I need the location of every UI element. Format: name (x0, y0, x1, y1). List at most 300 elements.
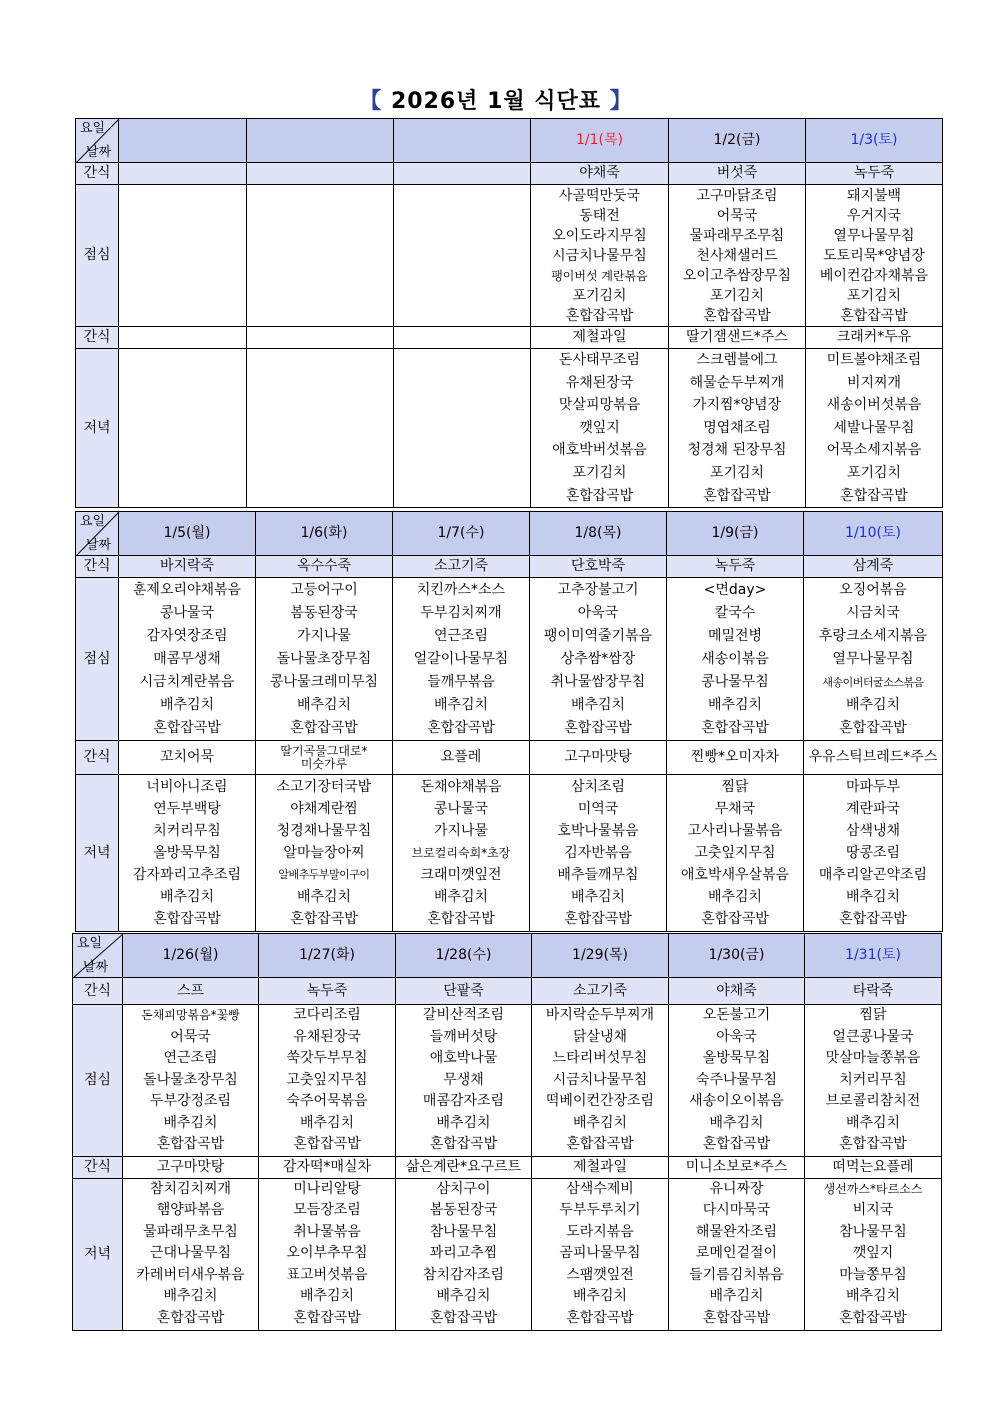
menu-item: 배추김치 (845, 696, 901, 713)
menu-item: 돈채피망볶음*꽃빵 (141, 1008, 240, 1022)
menu-item: 닭살냉채 (572, 1028, 628, 1045)
am-snack-cell: 소고기죽 (532, 978, 669, 1005)
dinner-cell (804, 775, 943, 932)
menu-item: 배추김치 (572, 1288, 628, 1305)
date-header: 1/2(금) (669, 119, 806, 163)
menu-item: 고추장불고기 (557, 581, 639, 598)
dinner-cell (396, 1178, 532, 1330)
date-header (119, 119, 247, 163)
menu-item: 고춧잎지무침 (286, 1071, 368, 1088)
menu-item: 숙주나물무침 (695, 1071, 778, 1088)
menu-item: 미역국 (577, 801, 619, 817)
menu-item: 콩나물무침 (701, 673, 769, 690)
pm-snack-cell (247, 327, 394, 349)
menu-item: 혼합잡곡밥 (156, 1136, 225, 1152)
menu-item: 치커리무침 (153, 823, 221, 839)
menu-item: 배추김치 (296, 696, 352, 713)
menu-item: 카레버터새우볶음 (136, 1266, 245, 1283)
date-header: 1/30(금) (669, 934, 805, 978)
menu-item: 연근조림 (163, 1050, 218, 1066)
menu-item: 배추김치 (159, 696, 215, 713)
pm-snack-cell: 삶은계란*요구르트 (396, 1156, 532, 1178)
am-snack-cell (119, 163, 247, 185)
menu-item: 혼합잡곡밥 (703, 307, 771, 324)
am-snack-cell: 타락죽 (805, 978, 942, 1005)
dinner-cell (530, 775, 667, 932)
am-snack-cell: 소고기죽 (393, 556, 530, 578)
menu-item: 혼합잡곡밥 (290, 719, 358, 736)
dinner-cell (256, 775, 393, 932)
menu-item: 참치김치찌개 (149, 1180, 232, 1197)
menu-item: 애호박새우살볶음 (680, 867, 790, 883)
menu-item: 혼합잡곡밥 (839, 719, 907, 736)
menu-item: 깻잎지 (852, 1245, 894, 1262)
menu-item: 배추김치 (436, 1114, 491, 1131)
lunch-cell (123, 1005, 259, 1157)
menu-item: 찜닭 (721, 779, 749, 795)
menu-item: 새송이버섯볶음 (826, 397, 922, 414)
pm-snack-cell: 요플레 (393, 741, 530, 775)
menu-item: 햄양파볶음 (156, 1202, 225, 1219)
menu-item: 상추쌈*쌈장 (560, 650, 636, 667)
menu-item: 가지찜*양념장 (692, 397, 782, 414)
menu-item: 혼합잡곡밥 (839, 911, 907, 927)
menu-item: 후랑크소세지볶음 (818, 627, 928, 644)
menu-item: 오이도라지무침 (552, 227, 647, 244)
lunch-cell (532, 1005, 669, 1157)
lunch-cell (396, 1005, 532, 1157)
menu-item: 포기김치 (846, 464, 902, 481)
am-snack-cell: 야채죽 (531, 163, 669, 185)
pm-snack-cell: 우유스틱브레드*주스 (804, 741, 943, 775)
menu-item: 배추김치 (572, 1114, 628, 1131)
menu-item: 혼합잡곡밥 (429, 1136, 498, 1152)
menu-item: 콩나물크레미무침 (269, 673, 379, 690)
title-bracket-close: 】 (609, 89, 633, 114)
page-title (0, 84, 992, 115)
lunch-cell (259, 1005, 396, 1157)
menu-item: 동태전 (579, 207, 620, 224)
lunch-cell (247, 185, 394, 327)
menu-item: 혼합잡곡밥 (156, 1309, 225, 1326)
menu-item: 배추김치 (709, 1288, 764, 1305)
menu-item: 명엽채조림 (703, 419, 771, 436)
date-header: 1/7(수) (393, 512, 530, 556)
menu-item: 갈비산적조림 (422, 1007, 505, 1023)
lunch-cell (805, 1005, 942, 1157)
menu-item: 물파래무초무침 (143, 1223, 238, 1240)
menu-item: 청경채 된장무침 (687, 442, 787, 459)
menu-item: 취나물볶음 (293, 1223, 361, 1240)
lunch-label: 점심 (73, 1005, 123, 1157)
dinner-cell (259, 1178, 396, 1330)
am-snack-label: 간식 (76, 163, 119, 185)
menu-item: 미트볼야채조림 (826, 352, 922, 368)
menu-item: 두부김치찌개 (420, 604, 502, 621)
date-header: 1/29(목) (532, 934, 669, 978)
am-snack-cell: 단호박죽 (530, 556, 667, 578)
menu-item: 팽이미역줄기볶음 (543, 627, 653, 644)
menu-item: 치킨까스*소스 (416, 581, 506, 598)
menu-item: 호박나물볶음 (557, 823, 639, 839)
menu-item: 메밀전병 (707, 627, 763, 644)
menu-item: 맛살마늘쫑볶음 (825, 1050, 921, 1066)
menu-item: 들깨버섯탕 (429, 1028, 498, 1045)
menu-item: 어묵국 (170, 1028, 211, 1045)
menu-item: 브로컬리숙회*초장 (411, 846, 511, 860)
dinner-label: 저녁 (76, 775, 119, 932)
menu-item: 알마늘장아찌 (283, 845, 365, 861)
menu-item: 마파두부 (845, 779, 901, 795)
menu-item: 배추김치 (436, 1288, 491, 1305)
menu-item: 시금치국 (845, 604, 901, 621)
am-snack-cell: 단팥죽 (396, 978, 532, 1005)
menu-item: 삼치구이 (436, 1180, 491, 1197)
menu-item: 참나물무침 (429, 1223, 498, 1240)
menu-item: 혼합잡곡밥 (702, 1309, 771, 1326)
menu-item: 새송이볶음 (701, 650, 769, 667)
menu-item: 비지찌개 (846, 374, 902, 391)
am-snack-cell (247, 163, 394, 185)
menu-item: 혼합잡곡밥 (429, 1309, 498, 1326)
menu-item: 콩나물국 (159, 604, 215, 621)
menu-item: 참나물무침 (839, 1223, 907, 1240)
menu-item: 배추김치 (433, 696, 489, 713)
menu-item: 고등어구이 (290, 581, 358, 598)
menu-item: 가지나물 (433, 823, 489, 839)
menu-item: 베이컨감자채볶음 (819, 267, 929, 284)
menu-item: 얼갈이나물무침 (413, 650, 509, 667)
date-header (247, 119, 394, 163)
lunch-label: 점심 (76, 185, 119, 327)
menu-item: 혼합잡곡밥 (701, 911, 769, 927)
menu-item: 훈제오리야채볶음 (132, 581, 242, 598)
menu-item: 무생채 (443, 1071, 484, 1088)
menu-item: 고춧잎지무침 (694, 845, 776, 861)
dinner-cell (806, 349, 943, 508)
menu-item: 매콤감자조림 (422, 1093, 505, 1109)
menu-item: 표고버섯볶음 (286, 1266, 368, 1283)
menu-item: 혼합잡곡밥 (840, 307, 908, 324)
menu-item: 혼합잡곡밥 (839, 1309, 907, 1326)
dinner-cell (531, 349, 669, 508)
menu-item: 깻잎지 (579, 419, 620, 436)
pm-snack-cell (256, 741, 393, 775)
day-label: 요일 (77, 936, 103, 951)
menu-item: 혼합잡곡밥 (293, 1136, 361, 1152)
am-snack-label: 간식 (76, 556, 119, 578)
menu-item: 떡베이컨간장조림 (545, 1093, 655, 1109)
menu-item: 오징어볶음 (839, 581, 907, 598)
menu-item: 새송이오이볶음 (689, 1093, 784, 1109)
menu-item: 코다리조림 (293, 1007, 361, 1023)
menu-item: 배추김치 (296, 889, 352, 905)
date-label: 날짜 (83, 960, 109, 975)
menu-item: 혼합잡곡밥 (565, 487, 634, 504)
pm-snack-cell: 크래커*두유 (806, 327, 943, 349)
date-header: 1/31(토) (805, 934, 942, 978)
date-header: 1/27(화) (259, 934, 396, 978)
dinner-label: 저녁 (76, 349, 119, 508)
menu-item: 다시마묵국 (702, 1202, 771, 1219)
menu-item: 유채된장국 (565, 374, 634, 391)
lunch-cell (393, 578, 530, 741)
menu-item: 삼색수제비 (566, 1180, 634, 1197)
day-label: 요일 (80, 121, 106, 136)
pm-snack-cell: 제철과일 (532, 1156, 669, 1178)
lunch-cell (667, 578, 804, 741)
menu-item: 삼치조림 (570, 779, 626, 795)
dinner-cell (669, 349, 806, 508)
lunch-cell (669, 1005, 805, 1157)
menu-item: 포기김치 (846, 287, 902, 304)
menu-item: 혼합잡곡밥 (153, 911, 221, 927)
menu-item: 물파래무조무침 (689, 227, 785, 244)
menu-item: 아욱국 (716, 1028, 757, 1045)
menu-item: 도라지볶음 (566, 1223, 634, 1240)
menu-item: 시금치나물무침 (552, 247, 647, 264)
lunch-label: 점심 (76, 578, 119, 741)
menu-item: 모듬장조림 (293, 1202, 361, 1219)
menu-item: 알배추두부말이구이 (278, 868, 370, 881)
menu-item: 배추김치 (707, 889, 763, 905)
date-header: 1/9(금) (667, 512, 804, 556)
menu-item: 혼합잡곡밥 (293, 1309, 361, 1326)
pm-snack-cell (119, 327, 247, 349)
menu-item: 배추김치 (709, 1114, 764, 1131)
am-snack-cell: 녹두죽 (259, 978, 396, 1005)
am-snack-cell: 삼계죽 (804, 556, 943, 578)
menu-item: 열무나물무침 (832, 650, 914, 667)
am-snack-cell: 야채죽 (669, 978, 805, 1005)
date-header: 1/28(수) (396, 934, 532, 978)
menu-item: 유니짜장 (709, 1180, 764, 1197)
menu-item: 근대나물무침 (149, 1245, 232, 1262)
date-header: 1/5(월) (119, 512, 256, 556)
menu-item: 우거지국 (846, 207, 902, 224)
menu-item: 해물순두부찌개 (689, 374, 785, 391)
am-snack-cell: 녹두죽 (806, 163, 943, 185)
week3-table (72, 933, 942, 1331)
am-snack-cell: 버섯죽 (669, 163, 806, 185)
menu-item: 포기김치 (572, 287, 627, 304)
menu-item: 배추김치 (845, 1114, 901, 1131)
menu-item: 생선까스*타르소스 (823, 1181, 923, 1196)
menu-item: 매콤무생채 (153, 650, 221, 667)
menu-item: 오돈불고기 (702, 1007, 771, 1023)
corner-cell (73, 934, 123, 978)
menu-item: 고사리나물볶음 (687, 823, 783, 839)
menu-item: 어묵국 (716, 207, 758, 224)
menu-item: 사골떡만둣국 (558, 187, 641, 204)
menu-item: 연두부백탕 (153, 801, 221, 817)
menu-item: 돈채야채볶음 (420, 779, 502, 795)
corner-cell (76, 119, 119, 163)
menu-item: 콩나물국 (433, 801, 489, 817)
lunch-cell (530, 578, 667, 741)
lunch-cell (119, 185, 247, 327)
date-label: 날짜 (86, 145, 112, 160)
menu-item: 느타리버섯무침 (552, 1050, 648, 1066)
menu-item: 애호박나물 (429, 1050, 498, 1066)
menu-item: 참치감자조림 (422, 1266, 505, 1283)
menu-item: 취나물쌈장무침 (550, 673, 646, 690)
menu-item: 해물완자조림 (695, 1223, 778, 1240)
menu-item: 계란파국 (845, 801, 901, 817)
menu-item: 들기름김치볶음 (689, 1266, 784, 1283)
pm-snack-cell: 고구마맛탕 (530, 741, 667, 775)
date-header: 1/6(화) (256, 512, 393, 556)
menu-item: 새송이버터굴소스볶음 (822, 675, 924, 689)
pm-snack-label: 간식 (76, 327, 119, 349)
menu-item: 배추김치 (570, 889, 626, 905)
menu-item: 배추김치 (433, 889, 489, 905)
menu-item: 혼합잡곡밥 (703, 487, 771, 504)
menu-item: 배추김치 (159, 889, 215, 905)
menu-item: 봄동된장국 (290, 604, 358, 621)
menu-item: 두부강정조림 (149, 1093, 232, 1109)
menu-item: 세발나물무침 (833, 419, 915, 436)
week1-table (75, 118, 943, 508)
menu-item: 어묵소세지볶음 (826, 442, 922, 459)
menu-item: 들깨무볶음 (427, 673, 495, 690)
menu-item: 야채계란찜 (290, 801, 358, 817)
menu-item: 배추김치 (845, 889, 901, 905)
date-header: 1/8(목) (530, 512, 667, 556)
lunch-cell (669, 185, 806, 327)
date-header (394, 119, 531, 163)
menu-item: 크래미깻잎전 (420, 867, 502, 883)
menu-item: 팽이버섯 계란볶음 (551, 268, 648, 283)
dinner-cell (667, 775, 804, 932)
title-text: 2026년 1월 식단표 (390, 89, 602, 114)
pm-snack-cell: 감자떡*매실차 (259, 1156, 396, 1178)
menu-item: 혼합잡곡밥 (566, 1136, 634, 1152)
dinner-cell (394, 349, 531, 508)
menu-item: 배추김치 (570, 696, 626, 713)
menu-item: 미나리알탕 (293, 1180, 361, 1197)
lunch-cell (256, 578, 393, 741)
dinner-cell (123, 1178, 259, 1330)
menu-item: 감자엿장조림 (146, 627, 228, 644)
menu-item: 로메인겉절이 (695, 1245, 778, 1262)
menu-item: 혼합잡곡밥 (290, 911, 358, 927)
menu-item: 천사채샐러드 (696, 247, 778, 264)
menu-item: 칼국수 (714, 604, 756, 621)
menu-item: 혼합잡곡밥 (427, 911, 495, 927)
dinner-cell (393, 775, 530, 932)
menu-item: 포기김치 (709, 464, 765, 481)
pm-snack-label: 간식 (76, 741, 119, 775)
menu-item: 청경채나물무침 (276, 823, 372, 839)
menu-item: 올방묵무침 (702, 1050, 771, 1066)
menu-item: 시금치나물무침 (552, 1071, 648, 1088)
lunch-cell (531, 185, 669, 327)
menu-item: 연근조림 (433, 627, 489, 644)
pm-snack-label: 간식 (73, 1156, 123, 1178)
menu-item: 배추들깨무침 (557, 867, 639, 883)
menu-item: 혼합잡곡밥 (564, 911, 632, 927)
pm-snack-cell: 찐빵*오미자차 (667, 741, 804, 775)
menu-item: 애호박버섯볶음 (552, 442, 647, 459)
menu-item: 두부두루치기 (559, 1202, 641, 1219)
menu-item: 얼큰콩나물국 (832, 1028, 914, 1045)
date-label: 날짜 (86, 538, 112, 553)
menu-item: 고구마닭조림 (696, 187, 778, 204)
pm-snack-cell: 고구마맛탕 (123, 1156, 259, 1178)
menu-item: 유채된장국 (293, 1028, 361, 1045)
menu-item: 땅콩조림 (845, 845, 901, 861)
pm-snack-cell: 꼬치어묵 (119, 741, 256, 775)
date-header: 1/10(토) (804, 512, 943, 556)
menu-item: 배추김치 (163, 1288, 218, 1305)
pm-snack-cell: 미니소보로*주스 (669, 1156, 805, 1178)
dinner-cell (669, 1178, 805, 1330)
menu-item: 꽈리고추찜 (429, 1245, 498, 1262)
pm-snack-cell (394, 327, 531, 349)
menu-item: 아욱국 (577, 604, 619, 621)
menu-item: 배추김치 (845, 1288, 901, 1305)
menu-item: 오이부추무침 (286, 1245, 368, 1262)
lunch-cell (394, 185, 531, 327)
menu-item: 포기김치 (709, 287, 765, 304)
menu-item: 혼합잡곡밥 (840, 487, 908, 504)
am-snack-label: 간식 (73, 978, 123, 1005)
menu-item: 도토리묵*양념장 (823, 247, 925, 264)
am-snack-cell (394, 163, 531, 185)
menu-item: 돼지불백 (846, 187, 902, 204)
title-bracket-open: 【 (359, 89, 383, 114)
menu-item: 봄동된장국 (429, 1202, 498, 1219)
menu-item: <면day> (703, 581, 767, 598)
menu-item: 마늘쫑무침 (839, 1266, 907, 1283)
menu-item: 감자꽈리고추조림 (132, 867, 242, 883)
menu-item: 혼합잡곡밥 (564, 719, 632, 736)
menu-item: 김자반볶음 (564, 845, 632, 861)
menu-item: 배추김치 (299, 1288, 355, 1305)
menu-item: 혼합잡곡밥 (565, 307, 634, 324)
menu-item: 쑥갓두부무침 (286, 1050, 368, 1066)
day-label: 요일 (80, 514, 106, 529)
menu-item: 소고기장터국밥 (276, 779, 372, 795)
date-header: 1/3(토) (806, 119, 943, 163)
snack-line: 딸기곡물그대로* (280, 743, 368, 758)
menu-item: 배추김치 (299, 1114, 355, 1131)
menu-item: 스팸깻잎전 (566, 1266, 634, 1283)
corner-cell (76, 512, 119, 556)
dinner-cell (532, 1178, 669, 1330)
dinner-cell (247, 349, 394, 508)
pm-snack-cell: 제철과일 (531, 327, 669, 349)
pm-snack-cell: 떠먹는요플레 (805, 1156, 942, 1178)
am-snack-cell: 녹두죽 (667, 556, 804, 578)
menu-item: 돈사태무조림 (558, 352, 641, 368)
menu-item: 삼색냉채 (845, 823, 901, 839)
am-snack-cell: 스프 (123, 978, 259, 1005)
menu-item: 비지국 (852, 1202, 894, 1219)
menu-item: 곰피나물무침 (559, 1245, 641, 1262)
menu-item: 찜닭 (859, 1007, 887, 1023)
menu-item: 돌나물초장무침 (276, 650, 372, 667)
menu-item: 혼합잡곡밥 (702, 1136, 771, 1152)
menu-item: 너비아니조림 (146, 779, 228, 795)
date-header: 1/1(목) (531, 119, 669, 163)
dinner-label: 저녁 (73, 1178, 123, 1330)
dinner-cell (805, 1178, 942, 1330)
menu-item: 치커리무침 (839, 1071, 907, 1088)
menu-item: 올방묵무침 (153, 845, 221, 861)
menu-item: 혼합잡곡밥 (566, 1309, 634, 1326)
